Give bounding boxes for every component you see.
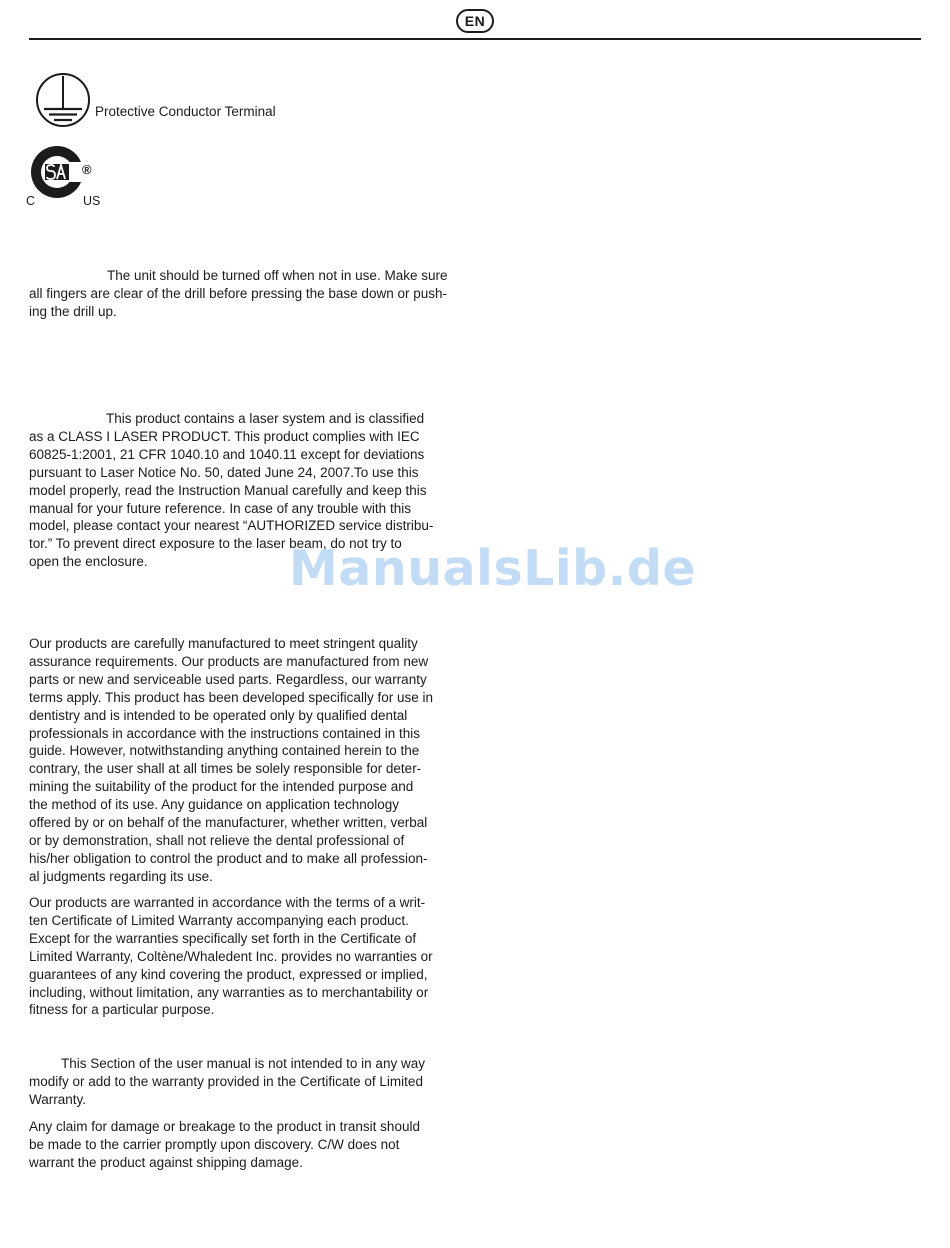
text-line: Limited Warranty, Coltène/Whaledent Inc. provides no warranties or [29,948,433,964]
ground-symbol-label: Protective Conductor Terminal [95,104,276,119]
text-line: assurance requirements. Our products are manufactured from new [29,653,429,669]
text-line: parts or new and serviceable used parts. Regardless, our warranty [29,671,427,687]
text-line: dentistry and is intended to be operated only by qualified dental [29,707,408,723]
csa-c-label: C [26,194,36,208]
text-line: manual for your future reference. In case of any trouble with this [29,500,411,516]
text-line: all fingers are clear of the drill before pressing the base down or push- [29,285,447,301]
text-line: 60825-1:2001, 21 CFR 1040.10 and 1040.11 except for deviations [29,446,425,462]
shipping-damage-paragraph [29,1118,471,1172]
text-line: the method of its use. Any guidance on application technology [29,797,400,813]
text-line: modify or add to the warranty provided in the Certificate of Limited [29,1073,423,1089]
csa-us-label: US [83,194,101,208]
safety-paragraph [29,267,471,321]
text-line: warrant the product against shipping damage. [29,1154,303,1170]
text-line: model properly, read the Instruction Manual carefully and keep this [29,482,427,498]
text-line: guarantees of any kind covering the product, expressed or implied, [29,966,428,982]
warranty-paragraph [29,894,471,1019]
text-line: This product contains a laser system and is classified [106,411,425,426]
text-line: Any claim for damage or breakage to the product in transit should [29,1119,420,1134]
text-line: mining the suitability of the product for the intended purpose and [29,779,414,795]
text-line: his/her obligation to control the product and to make all profession- [29,850,428,866]
text-line: al judgments regarding its use. [29,868,213,884]
text-line: pursuant to Laser Notice No. 50, dated June 24, 2007.To use this [29,464,419,480]
csa-registered-mark: ® [82,162,92,177]
text-line: This Section of the user manual is not intended to in any way [61,1056,425,1071]
header-rule [29,38,921,40]
text-line: guide. However, notwithstanding anything contained herein to the [29,743,420,759]
text-line: Our products are carefully manufactured to meet stringent quality [29,636,418,651]
language-badge: EN [456,9,494,33]
text-line: professionals in accordance with the instructions contained in this [29,725,420,741]
protective-earth-ground-icon [35,72,91,128]
text-line: Except for the warranties specifically set forth in the Certificate of [29,930,417,946]
manual-scope-paragraph [29,1055,471,1109]
text-line: fitness for a particular purpose. [29,1002,215,1018]
quality-paragraph [29,635,471,886]
text-line: Warranty. [29,1091,87,1107]
text-line: including, without limitation, any warranties as to merchantability or [29,984,429,1000]
text-line: terms apply. This product has been developed specifically for use in [29,689,433,705]
csa-certification-logo [26,142,86,202]
text-line: offered by or on behalf of the manufacturer, whether written, verbal [29,815,428,831]
text-line: tor.” To prevent direct exposure to the laser beam, do not try to [29,536,402,552]
text-line: or by demonstration, shall not relieve the dental professional of [29,832,405,848]
text-line: The unit should be turned off when not in use. Make sure [107,268,448,283]
text-line: as a CLASS I LASER PRODUCT. This product complies with IEC [29,428,420,444]
text-line: open the enclosure. [29,554,148,570]
text-line: Our products are warranted in accordance with the terms of a writ- [29,895,426,910]
text-line: model, please contact your nearest “AUTHORIZED service distribu- [29,518,434,534]
text-line: contrary, the user shall at all times be solely responsible for deter- [29,761,422,777]
text-line: ing the drill up. [29,303,117,319]
text-line: ten Certificate of Limited Warranty accompanying each product. [29,912,409,928]
text-line: be made to the carrier promptly upon discovery. C/W does not [29,1136,400,1152]
watermark: ManualsLib.de [289,540,697,597]
